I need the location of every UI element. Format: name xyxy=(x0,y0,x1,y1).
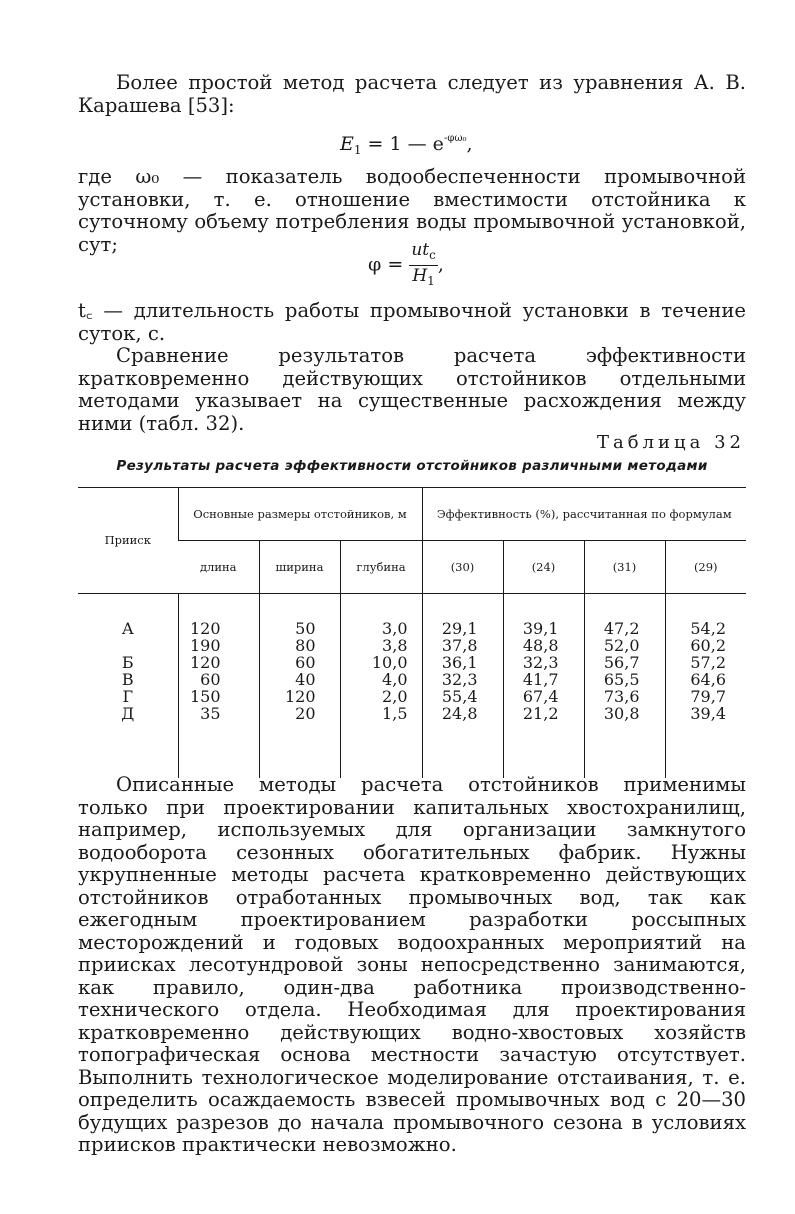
cell: 37,8 xyxy=(441,636,478,655)
header-formula-24: (24) xyxy=(503,541,584,594)
header-formula-31: (31) xyxy=(584,541,665,594)
header-length: длина xyxy=(178,541,259,594)
cell: В xyxy=(121,670,134,689)
paragraph-4: Сравнение результатов расчета эффективности кратковременно действующих отстойников отдельными методами указывает на существенные расхождения между ними (табл. 32). xyxy=(78,344,746,435)
formula2-lhs: φ = xyxy=(368,253,410,276)
cell: 21,2 xyxy=(522,704,559,723)
cell: 73,6 xyxy=(603,687,640,706)
cell: 30,8 xyxy=(603,704,640,723)
formula1-lhs: E xyxy=(340,133,354,155)
col-length xyxy=(179,620,259,722)
formula1-eq: = 1 — e xyxy=(361,133,444,155)
cell: 40 xyxy=(295,670,316,689)
formula2-num: ut xyxy=(411,240,430,260)
formula-phi xyxy=(368,240,444,291)
cell: 36,1 xyxy=(441,653,478,672)
cell: 60 xyxy=(200,670,221,689)
header-width: ширина xyxy=(259,541,340,594)
formula2-num-sub: c xyxy=(429,248,436,262)
cell: 39,1 xyxy=(522,619,559,638)
cell: 10,0 xyxy=(371,653,408,672)
cell: 64,6 xyxy=(690,670,726,689)
cell: 4,0 xyxy=(382,670,408,689)
cell xyxy=(78,637,178,654)
cell: 67,4 xyxy=(522,687,559,706)
formula1-tail: , xyxy=(466,133,473,155)
cell: 24,8 xyxy=(441,704,478,723)
cell: 56,7 xyxy=(603,653,640,672)
cell: 50 xyxy=(295,619,316,638)
formula2-tail: , xyxy=(437,253,444,276)
cell: 39,4 xyxy=(690,704,726,723)
cell: Д xyxy=(121,704,135,723)
paragraph-conclusion xyxy=(78,774,746,1157)
cell: Г xyxy=(122,687,134,706)
formula2-fraction xyxy=(409,240,438,291)
paragraph-3: t꜀ — длительность работы промывочной установки в течение суток, с. xyxy=(78,299,746,345)
col-formula-29 xyxy=(666,620,747,722)
col-prisk xyxy=(78,620,178,722)
results-table xyxy=(78,487,746,778)
cell: 190 xyxy=(189,636,221,655)
cell: 54,2 xyxy=(690,619,726,638)
header-depth: глубина xyxy=(340,541,422,594)
cell: 32,3 xyxy=(522,653,559,672)
header-efficiency-group: Эффективность (%), рассчитанная по формулам xyxy=(422,488,746,541)
table-number: Таблица 32 xyxy=(597,432,745,453)
cell: 35 xyxy=(200,704,221,723)
cell: 3,8 xyxy=(382,636,408,655)
paragraph-2: где ω₀ — показатель водообеспеченности промывочной установки, т. е. отношение вместимости отстойника к суточному объему потребления воды промывочной установкой, сут; xyxy=(78,165,746,256)
paragraph-tc xyxy=(78,300,746,345)
col-depth xyxy=(341,620,422,722)
paragraph-comparison xyxy=(78,345,746,435)
cell: 79,7 xyxy=(690,687,726,706)
cell: 52,0 xyxy=(603,636,640,655)
cell: 60 xyxy=(295,653,316,672)
col-formula-31 xyxy=(585,620,665,722)
cell: 120 xyxy=(189,653,221,672)
cell: 65,5 xyxy=(603,670,640,689)
cell: 1,5 xyxy=(382,704,408,723)
cell: А xyxy=(121,619,134,638)
header-formula-30: (30) xyxy=(422,541,503,594)
cell: 60,2 xyxy=(690,636,726,655)
header-prisk: Прииск xyxy=(78,488,178,594)
cell: 32,3 xyxy=(441,670,478,689)
cell: 2,0 xyxy=(382,687,408,706)
cell: Б xyxy=(121,653,134,672)
formula1-exp: -φω₀ xyxy=(443,133,467,144)
formula2-den-sub: 1 xyxy=(427,274,435,288)
formula-efficiency xyxy=(340,128,473,161)
formula1-lhs-sub: 1 xyxy=(353,143,362,157)
cell: 120 xyxy=(189,619,221,638)
cell: 80 xyxy=(295,636,316,655)
table-caption: Результаты расчета эффективности отстойников различными методами xyxy=(116,458,708,474)
col-width xyxy=(260,620,340,722)
cell: 120 xyxy=(284,687,316,706)
formula2-den: H xyxy=(412,266,428,286)
paragraph-intro xyxy=(78,72,746,117)
col-formula-30 xyxy=(423,620,503,722)
cell: 150 xyxy=(189,687,221,706)
cell: 3,0 xyxy=(382,619,408,638)
cell: 55,4 xyxy=(441,687,478,706)
cell: 48,8 xyxy=(522,636,559,655)
cell: 41,7 xyxy=(522,670,559,689)
cell: 57,2 xyxy=(690,653,726,672)
col-formula-24 xyxy=(504,620,584,722)
cell: 29,1 xyxy=(441,619,478,638)
paragraph-5: Описанные методы расчета отстойников применимы только при проектировании капитальных хвостохранилищ, например, используемых для организации замкнутого водооборота сезонных обогатительных фабрик. Нужны укрупненные методы расчета кратковременно действующих отстойников отработанных промывочных вод, так как ежегодным проектированием разработки россыпных месторождений и годовых водоохранных мероприятий на приисках лесотундровой зоны непосредственно занимаются, как правило, один-два работника производственно-технического отдела. Необходимая для проектирования кратковременно действующих водно-хвостовых хозяйств топографическая основа местности зачастую отсутствует. Выполнить технологическое моделирование отстаивания, т. е. определить осаждаемость взвесей промывочных вод с 20—30 будущих разрезов до начала промывочного сезона в условиях приисков практически невозможно. xyxy=(78,773,746,1156)
paragraph-1: Более простой метод расчета следует из уравнения А. В. Карашева [53]: xyxy=(78,71,746,117)
cell: 20 xyxy=(295,704,316,723)
header-sizes-group: Основные размеры отстойников, м xyxy=(178,488,422,541)
cell: 47,2 xyxy=(603,619,640,638)
header-formula-29: (29) xyxy=(665,541,746,594)
